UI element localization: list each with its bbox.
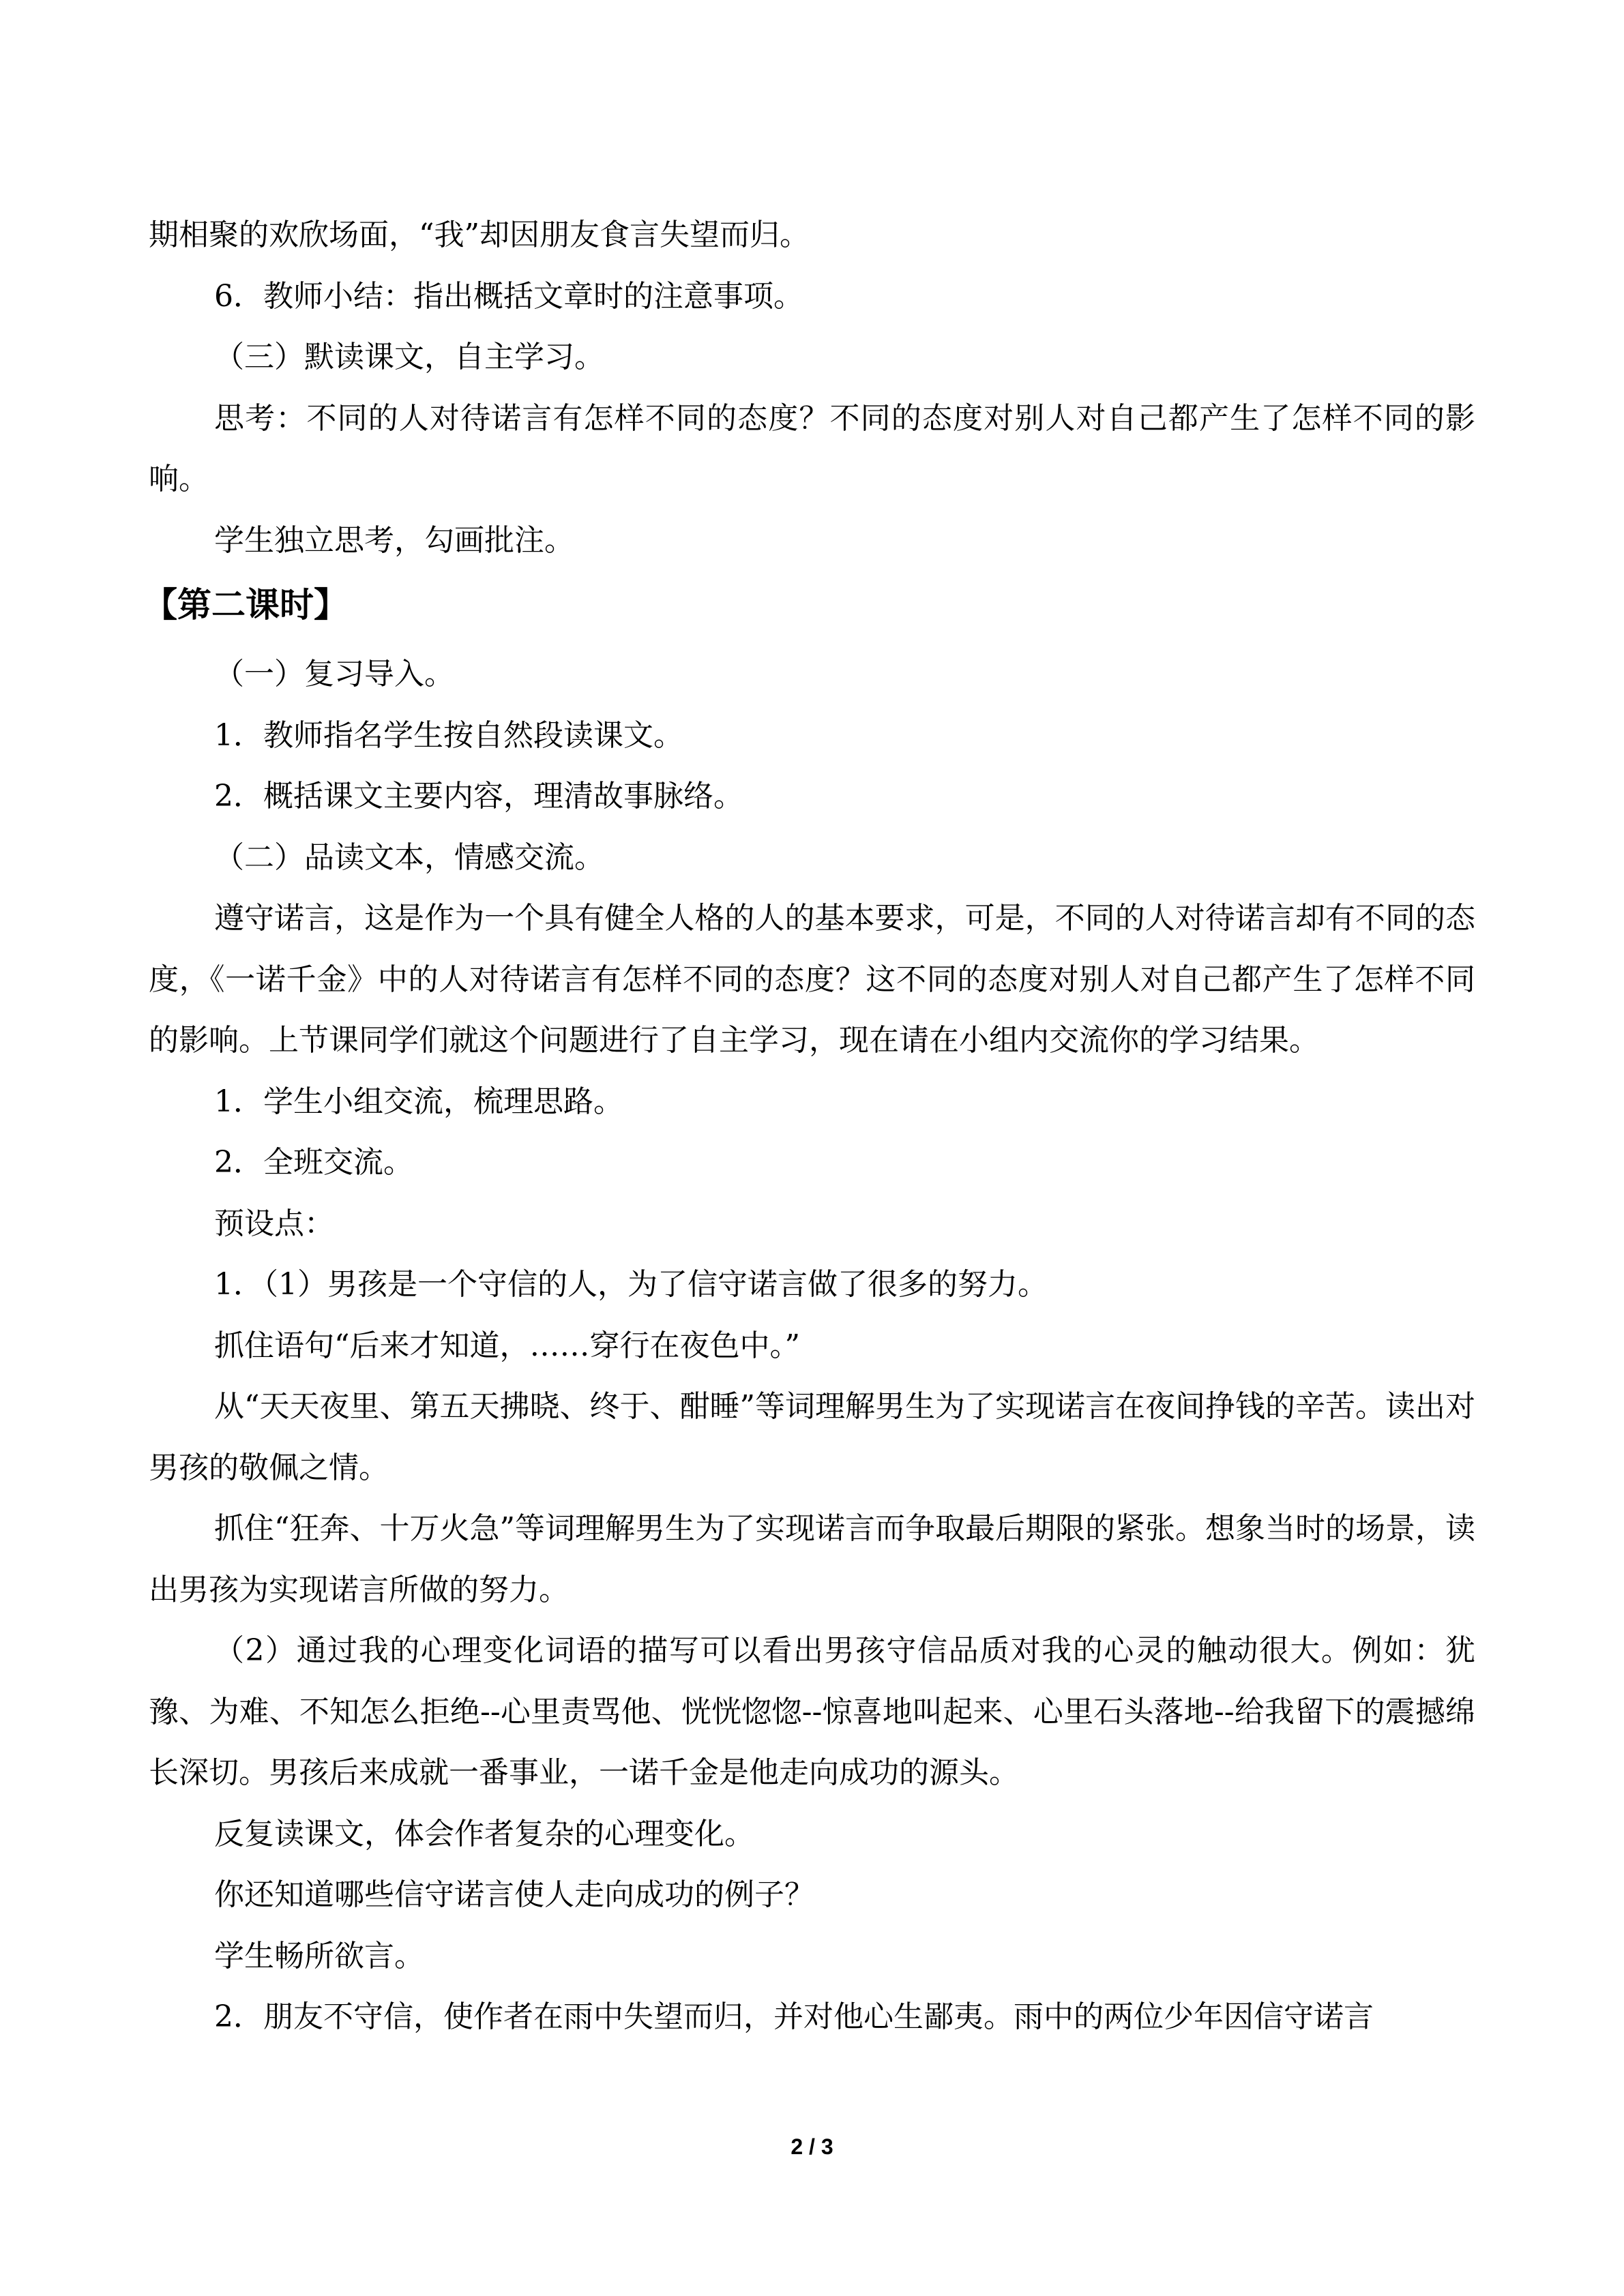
paragraph: 反复读课文，体会作者复杂的心理变化。 [214,1816,754,1851]
document-body [143,205,1475,2048]
paragraph: 学生畅所欲言。 [214,1938,424,1973]
paragraph: 思考：不同的人对待诺言有怎样不同的态度？不同的态度对别人对自己都产生了怎样不同的影响。 [149,400,1475,496]
section-heading: 【第二课时】 [143,585,348,625]
paragraph: 学生独立思考，勾画批注。 [214,522,574,558]
paragraph: （2）通过我的心理变化词语的描写可以看出男孩守信品质对我的心灵的触动很大。例如：犹豫、为难、不知怎么拒绝--心里责骂他、恍恍惚惚--惊喜地叫起来、心里石头落地--给我留下的震撼绵长深切。男孩后来成就一番事业，一诺千金是他走向成功的源头。 [149,1633,1475,1790]
paragraph: 2．全班交流。 [214,1145,413,1180]
paragraph: 抓住语句“后来才知道，……穿行在夜色中。” [214,1328,800,1363]
paragraph: 抓住“狂奔、十万火急”等词理解男生为了实现诺言而争取最后期限的紧张。想象当时的场景，读出男孩为实现诺言所做的努力。 [149,1511,1475,1607]
paragraph: 你还知道哪些信守诺言使人走向成功的例子？ [214,1877,814,1912]
paragraph: 从“天天夜里、第五天拂晓、终于、酣睡”等词理解男生为了实现诺言在夜间挣钱的辛苦。读出对男孩的敬佩之情。 [149,1389,1475,1485]
paragraph: （一）复习导入。 [214,657,454,691]
paragraph: （二）品读文本，情感交流。 [214,839,604,875]
paragraph: 1．学生小组交流，梳理思路。 [214,1084,623,1119]
page-number: 2 / 3 [791,2134,833,2159]
paragraphs-after-heading [149,644,1475,2048]
paragraph: 6．教师小结：指出概括文章时的注意事项。 [214,278,803,314]
paragraph: 遵守诺言，这是作为一个具有健全人格的人的基本要求，可是，不同的人对待诺言却有不同的态度，《一诺千金》中的人对待诺言有怎样不同的态度？这不同的态度对别人对自己都产生了怎样不同的影响。上节课同学们就这个问题进行了自主学习，现在请在小组内交流你的学习结果。 [149,901,1475,1058]
paragraph: 1．教师指名学生按自然段读课文。 [214,717,683,753]
paragraph: 预设点： [214,1206,334,1241]
paragraph: 2．概括课文主要内容，理清故事脉络。 [214,779,743,814]
paragraph: 2．朋友不守信，使作者在雨中失望而归，并对他心生鄙夷。雨中的两位少年因信守诺言 [214,1999,1374,2034]
paragraph: 期相聚的欢欣场面，“我”却因朋友食言失望而归。 [149,218,810,252]
paragraph: 1．（1）男孩是一个守信的人，为了信守诺言做了很多的努力。 [214,1267,1048,1302]
paragraph: （三）默读课文，自主学习。 [214,340,604,374]
paragraphs-before-heading [149,205,1475,571]
